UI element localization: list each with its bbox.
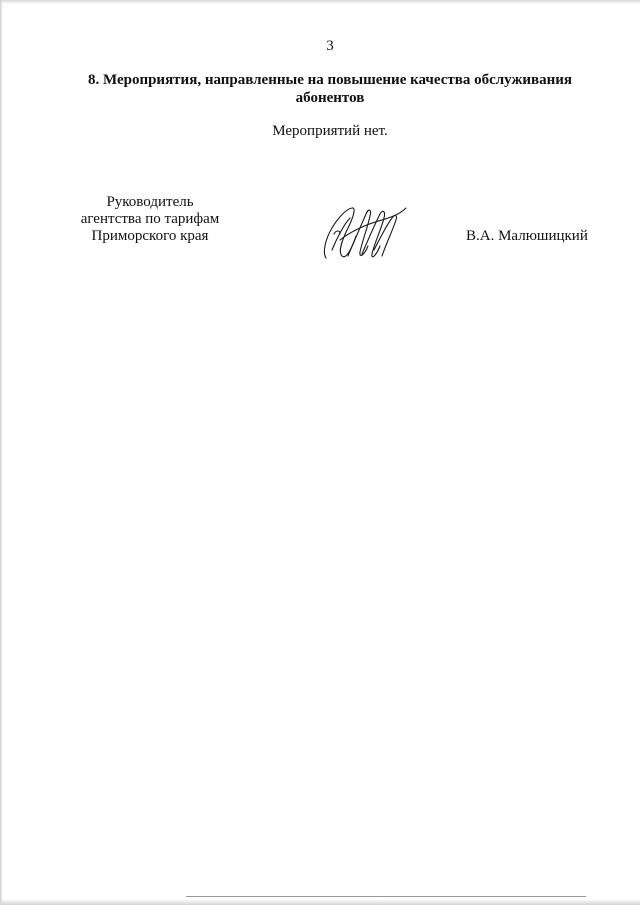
signer-position	[60, 194, 240, 245]
signer-position-line1: Руководитель	[106, 194, 194, 210]
scan-edge-top	[0, 0, 640, 4]
section-heading-line1: 8. Мероприятия, направленные на повышение качества обслуживания	[87, 72, 572, 88]
signer-position-line3: Приморского края	[91, 228, 209, 244]
handwritten-signature	[318, 200, 410, 264]
signer-position-line2: агентства по тарифам	[80, 211, 220, 227]
bottom-rule	[186, 896, 586, 897]
page-number: 3	[326, 38, 334, 54]
signer-name: В.А. Малюшицкий	[466, 228, 588, 244]
section-heading-line2: абонентов	[295, 90, 365, 106]
scan-edge-bottom	[0, 899, 640, 905]
section-heading	[74, 71, 586, 107]
section-body-text: Мероприятий нет.	[272, 123, 388, 139]
